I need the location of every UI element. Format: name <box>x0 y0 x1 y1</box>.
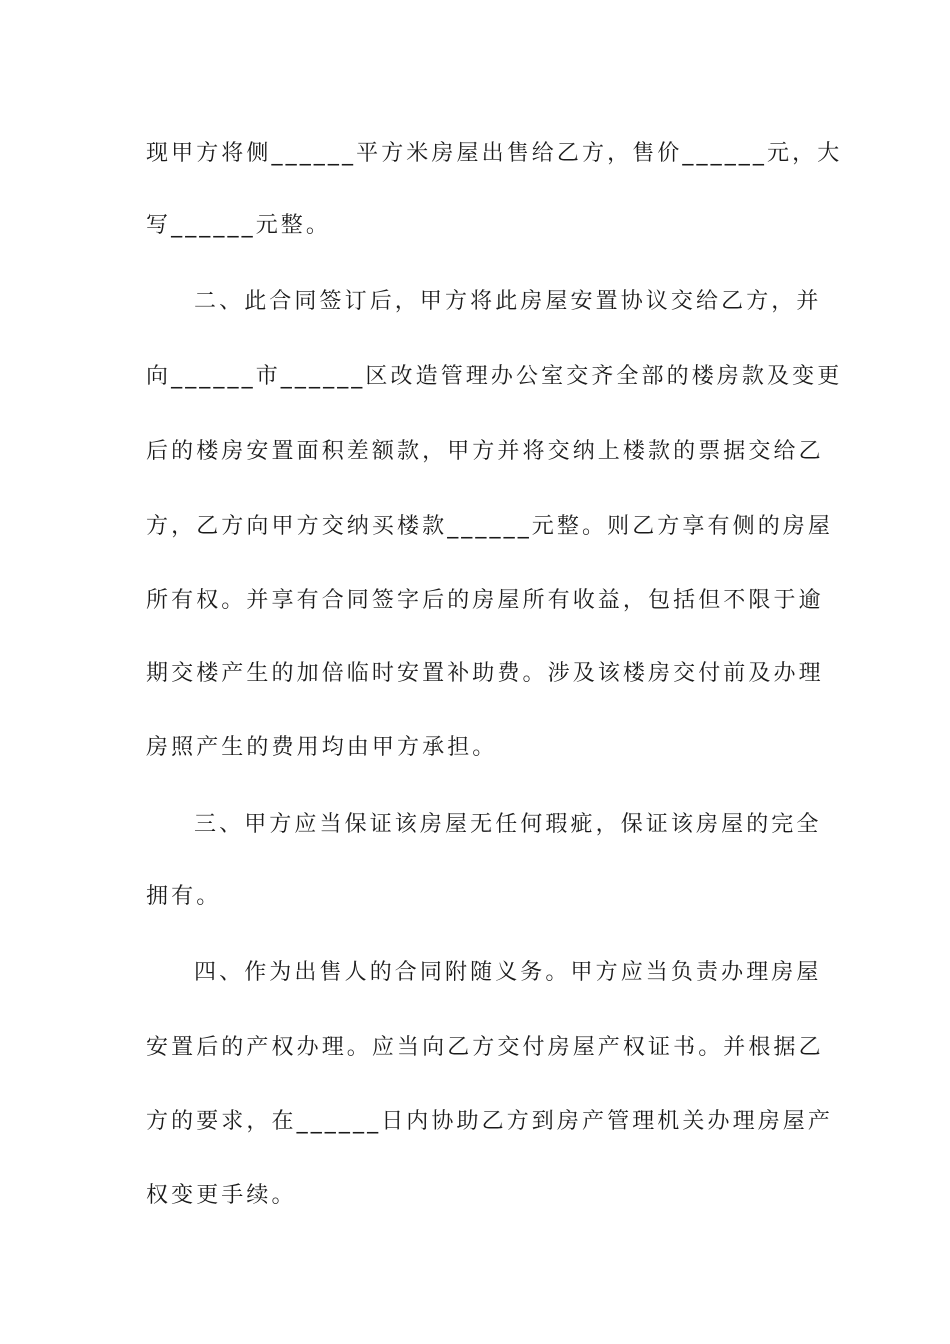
clause-2-line-2: 向______市______区改造管理办公室交齐全部的楼房款及变更 <box>146 364 843 389</box>
clause-3-line-2: 拥有。 <box>146 884 222 909</box>
text-line-1: 现甲方将侧______平方米房屋出售给乙方，售价______元，大 <box>146 141 843 166</box>
clause-2-line-1: 二、此合同签订后，甲方将此房屋安置协议交给乙方，并 <box>194 289 822 314</box>
clause-2-line-5: 所有权。并享有合同签字后的房屋所有收益，包括但不限于逾 <box>146 588 824 613</box>
clause-2-line-7: 房照产生的费用均由甲方承担。 <box>146 735 498 760</box>
text-line-2: 写______元整。 <box>146 213 332 238</box>
clause-4-line-1: 四、作为出售人的合同附随义务。甲方应当负责办理房屋 <box>194 960 822 985</box>
clause-4-line-4: 权变更手续。 <box>146 1183 297 1208</box>
clause-2-line-6: 期交楼产生的加倍临时安置补助费。涉及该楼房交付前及办理 <box>146 661 824 686</box>
clause-4-line-2: 安置后的产权办理。应当向乙方交付房屋产权证书。并根据乙 <box>146 1035 824 1060</box>
clause-2-line-4: 方，乙方向甲方交纳买楼款______元整。则乙方享有侧的房屋 <box>146 514 834 539</box>
clause-3-line-1: 三、甲方应当保证该房屋无任何瑕疵，保证该房屋的完全 <box>194 812 822 837</box>
clause-2-line-3: 后的楼房安置面积差额款，甲方并将交纳上楼款的票据交给乙 <box>146 439 824 464</box>
clause-4-line-3: 方的要求，在______日内协助乙方到房产管理机关办理房屋产 <box>146 1109 834 1134</box>
